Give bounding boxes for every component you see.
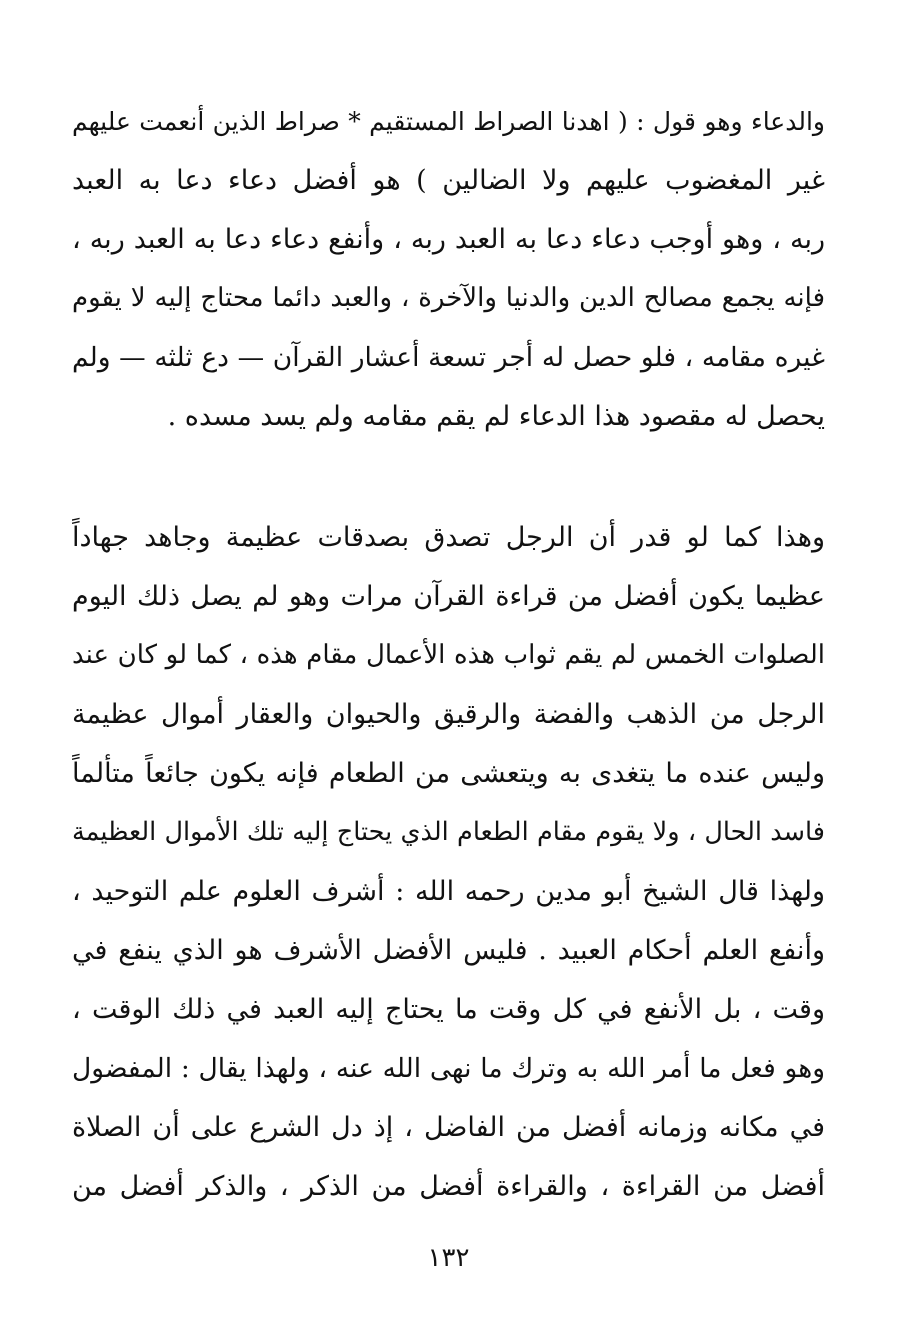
paragraph-1 [72, 92, 825, 446]
text-line: وأنفع العلم أحكام العبيد . فليس الأفضل الأشرف هو الذي ينفع في [72, 935, 825, 966]
text-line: ولهذا قال الشيخ أبو مدين رحمه الله : أشرف العلوم علم التوحيد ، [72, 876, 825, 907]
text-line: وهذا كما لو قدر أن الرجل تصدق بصدقات عظيمة وجاهد جهاداً [72, 522, 825, 553]
text-line: عظيما يكون أفضل من قراءة القرآن مرات وهو لم يصل ذلك اليوم [72, 581, 825, 612]
text-line: فإنه يجمع مصالح الدين والدنيا والآخرة ، والعبد دائما محتاج إليه لا يقوم [72, 283, 825, 313]
text-line: في مكانه وزمانه أفضل من الفاضل ، إذ دل الشرع على أن الصلاة [72, 1112, 825, 1143]
text-line: وقت ، بل الأنفع في كل وقت ما يحتاج إليه العبد في ذلك الوقت ، [72, 994, 825, 1025]
text-line: وليس عنده ما يتغدى به ويتعشى من الطعام فإنه يكون جائعاً متألماً [72, 758, 825, 789]
text-line: وهو فعل ما أمر الله به وترك ما نهى الله عنه ، ولهذا يقال : المفضول [72, 1053, 825, 1084]
text-line: أفضل من القراءة ، والقراءة أفضل من الذكر ، والذكر أفضل من [72, 1171, 825, 1202]
paragraph-spacer [72, 446, 825, 508]
text-line: والدعاء وهو قول : ( اهدنا الصراط المستقيم * صراط الذين أنعمت عليهم [72, 107, 825, 136]
page-body [72, 92, 825, 1216]
page-number: ١٣٢ [427, 1243, 470, 1273]
text-line: غير المغضوب عليهم ولا الضالين ) هو أفضل دعاء دعا به العبد [72, 165, 825, 196]
text-line: غيره مقامه ، فلو حصل له أجر تسعة أعشار القرآن — دع ثلثه — ولم [72, 342, 825, 373]
text-line: يحصل له مقصود هذا الدعاء لم يقم مقامه ولم يسد مسده . [167, 401, 825, 432]
paragraph-2 [72, 508, 825, 1216]
text-line: فاسد الحال ، ولا يقوم مقام الطعام الذي يحتاج إليه تلك الأموال العظيمة [72, 817, 825, 847]
text-line: الصلوات الخمس لم يقم ثواب هذه الأعمال مقام هذه ، كما لو كان عند [72, 640, 825, 670]
text-line: ربه ، وهو أوجب دعاء دعا به العبد ربه ، وأنفع دعاء دعا به العبد ربه ، [72, 224, 825, 255]
text-line: الرجل من الذهب والفضة والرقيق والحيوان والعقار أموال عظيمة [72, 699, 825, 730]
